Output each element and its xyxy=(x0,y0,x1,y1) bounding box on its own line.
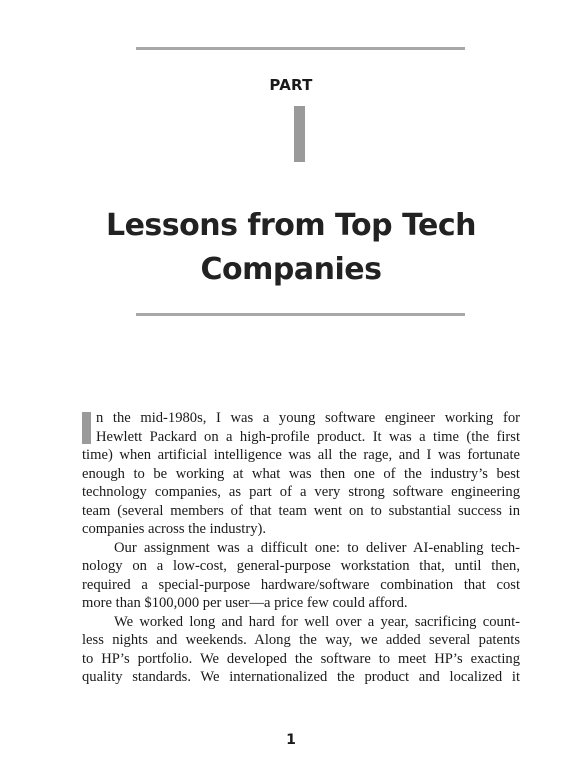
chapter-title-line-2: Companies xyxy=(200,252,382,287)
part-numeral xyxy=(294,106,305,162)
body-line: enough to be working at what was then one of the industry’s best xyxy=(82,465,520,482)
bottom-rule xyxy=(136,313,465,316)
chapter-title xyxy=(60,204,522,292)
body-text xyxy=(82,409,520,687)
body-line: nology on a low-cost, general-purpose workstation that, until then, xyxy=(82,558,520,574)
body-line: We worked long and hard for well over a year, sacrificing count- xyxy=(114,613,520,630)
body-line: quality standards. We internationalized the product and localized it xyxy=(82,669,520,685)
body-line: companies across the industry). xyxy=(82,521,266,537)
body-line: team (several members of that team went on to substantial success in xyxy=(82,502,520,519)
body-line: Our assignment was a difficult one: to deliver AI-enabling tech- xyxy=(114,539,520,556)
chapter-title-line-1: Lessons from Top Tech xyxy=(105,208,477,243)
body-line: technology companies, as part of a very strong software engineering xyxy=(82,484,520,500)
part-label: PART xyxy=(269,76,313,94)
body-line: less nights and weekends. Along the way, we added several patents xyxy=(82,632,520,648)
part-numeral-text xyxy=(294,106,295,107)
top-rule xyxy=(136,47,465,50)
body-line: to HP’s portfolio. We developed the software to meet HP’s exacting xyxy=(82,650,520,667)
page-number: 1 xyxy=(286,732,296,748)
body-line: required a special-purpose hardware/software combination that cost xyxy=(82,576,520,593)
body-line: n the mid-1980s, I was a young software engineer working for xyxy=(96,410,520,426)
body-line: more than $100,000 per user—a price few could afford. xyxy=(82,595,408,611)
body-line: time) when artificial intelligence was all the rage, and I was fortunate xyxy=(82,447,520,463)
body-line: Hewlett Packard on a high-profile product. It was a time (the first xyxy=(96,428,520,445)
